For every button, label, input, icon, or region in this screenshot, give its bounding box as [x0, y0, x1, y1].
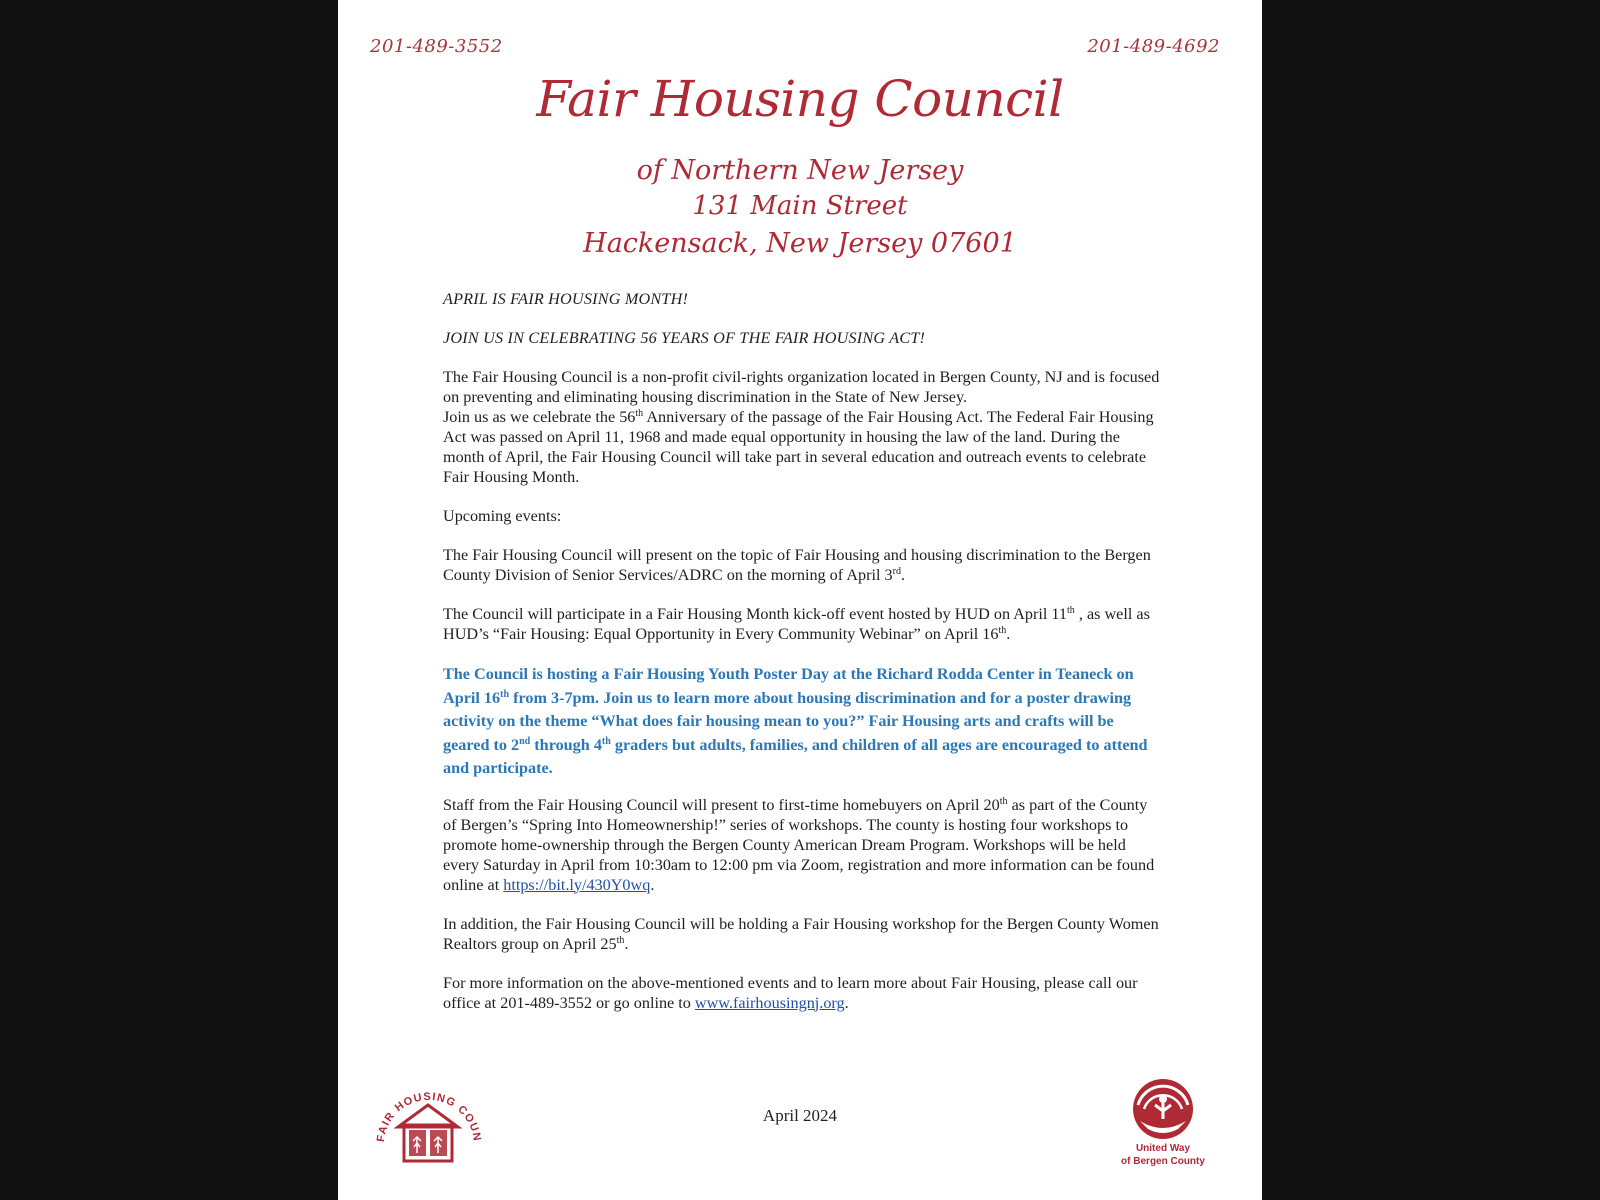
highlight-text: The Council is hosting a Fair Housing Youth Poster Day at the Richard Rodda Center in Teaneck on April 16: [443, 665, 1134, 707]
superscript: rd: [892, 566, 901, 577]
event-text: , as well as HUD’s “Fair Housing: Equal Opportunity in Every Community Webinar” on April 16: [443, 605, 1150, 643]
upcoming-events-label: Upcoming events:: [443, 507, 562, 525]
phone-number-right: 201-489-4692: [1087, 36, 1220, 57]
letterhead-street: 131 Main Street: [692, 191, 908, 221]
letterhead-city: Hackensack, New Jersey 07601: [583, 228, 1017, 259]
closing-paragraph: [443, 973, 1163, 1013]
event-text: .: [650, 875, 655, 894]
intro-text: Join us as we celebrate the 56: [443, 408, 636, 426]
united-way-icon: [1098, 1075, 1228, 1147]
intro-text: The Fair Housing Council is a non-profit civil-rights organization located in Bergen County, NJ and is focused on preventing and eliminating housing discrimination in the State of New Jersey.: [443, 368, 1160, 406]
event-youth-poster-day: [443, 663, 1163, 781]
event-text: The Council will participate in a Fair Housing Month kick-off event hosted by HUD on April 11: [443, 605, 1068, 623]
intro-paragraph: [443, 367, 1163, 487]
superscript: th: [635, 408, 644, 419]
registration-link[interactable]: https://bit.ly/430Y0wq: [503, 875, 651, 894]
superscript: th: [616, 934, 625, 946]
united-way-logo: [1098, 1075, 1228, 1175]
letter-body: [443, 289, 1163, 1013]
website-link[interactable]: www.fairhousingnj.org: [694, 993, 845, 1012]
event-text: as part of the County of Bergen’s “Spring Into Homeownership!” series of workshops. The county is hosting four workshops to promote home-ownership through the Bergen County American Dream Program. Workshops will be held every Saturday in April from 10:30am to 12:00 pm via Zoom, registration and more information can be found online at: [443, 795, 1155, 894]
event-text: .: [1006, 625, 1011, 643]
closing-text: For more information on the above-mentioned events and to learn more about Fair Housing, please call our office at 201-489-3552 or go online to: [443, 973, 1138, 1012]
intro-text: Anniversary of the passage of the Fair Housing Act. The Federal Fair Housing Act was passed on April 11, 1968 and made equal opportunity in housing the law of the land. During the month of April, the Fair Housing Council will take part in several education and outreach events to celebrate Fair Housing Month.: [443, 408, 1154, 486]
highlight-text: graders but adults, families, and children of all ages are encouraged to attend and participate.: [443, 735, 1148, 777]
fair-housing-council-logo: [366, 1075, 486, 1175]
event-text: Staff from the Fair Housing Council will present to first-time homebuyers on April 20: [443, 795, 1000, 814]
letterhead-subtitle: of Northern New Jersey: [636, 155, 964, 186]
event-senior-services: [443, 545, 1163, 585]
superscript: th: [601, 735, 611, 747]
superscript: th: [500, 688, 510, 700]
heading-fair-housing-month: APRIL IS FAIR HOUSING MONTH!: [443, 290, 689, 308]
phone-number-left: 201-489-3552: [370, 36, 503, 57]
letterhead-title: Fair Housing Council: [536, 70, 1064, 128]
superscript: nd: [519, 735, 531, 747]
event-text: The Fair Housing Council will present on the topic of Fair Housing and housing discrimination to the Bergen County Division of Senior Services/ADRC on the morning of April 3: [443, 546, 1151, 584]
closing-text: .: [844, 993, 849, 1012]
logo-arc-text: FAIR HOUSING COUN: [375, 1090, 484, 1143]
highlight-text: through 4: [530, 735, 602, 754]
superscript: th: [999, 795, 1008, 807]
event-women-realtors: [443, 914, 1163, 954]
event-text: In addition, the Fair Housing Council will be holding a Fair Housing workshop for the Bergen County Women Realtors group on April 25: [443, 914, 1159, 953]
house-logo-icon: [366, 1075, 486, 1175]
document-page: [338, 0, 1262, 1200]
superscript: th: [1067, 605, 1075, 616]
event-hud-kickoff: [443, 604, 1163, 644]
event-text: .: [900, 566, 906, 584]
event-text: .: [624, 934, 629, 953]
letter-date: April 2024: [762, 1106, 838, 1125]
united-way-county: of Bergen County: [1121, 1156, 1205, 1167]
superscript: th: [998, 625, 1007, 636]
heading-celebrating: JOIN US IN CELEBRATING 56 YEARS OF THE FAIR HOUSING ACT!: [443, 329, 926, 347]
highlight-text: from 3-7pm. Join us to learn more about housing discrimination and for a poster drawing activity on the theme “What does fair housing mean to you?” Fair Housing arts and crafts will be geared to 2: [443, 688, 1132, 754]
united-way-name: United Way: [1135, 1143, 1191, 1154]
event-homebuyers: [443, 795, 1163, 895]
